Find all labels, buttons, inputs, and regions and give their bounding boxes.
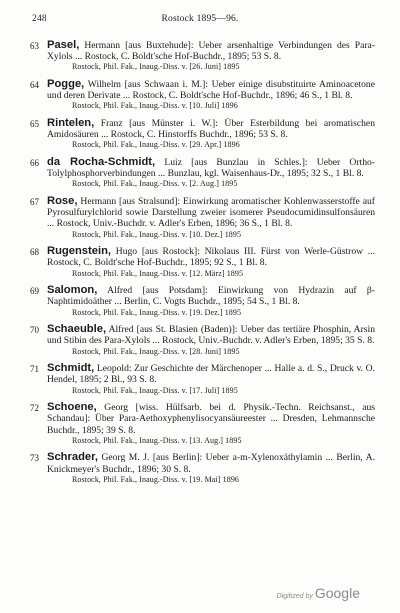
google-logo: Google [314,585,360,601]
entry-meta: Rostock, Phil. Fak., Inaug.-Diss. v. [10. Juli] 1896 [72,101,238,111]
page-header [32,14,368,28]
entry-number: 70 [30,325,39,336]
entry-text: Franz [aus Münster i. W.]: Über Esterbildung bei aromatischen Amidosäuren ... Rostock, C. Hinstorffs Buchdr., 1896; 53 S. 8. [47,118,375,141]
entry-text: Hermann [aus Stralsund]: Einwirkung aromatischer Kohlenwasserstoffe auf Pyrosulfurylchlorid sowie Darstellung zweier isomerer Pseudocumidinsulfonsäuren ... Rostock, Univ.-Buchdr. v. Adler's Erben, 1896; 36 S., 1 Bl. 8. [47,196,375,230]
author-name: Schoene, [47,401,97,414]
entry-meta: Rostock, Phil. Fak., Inaug.-Diss. v. [13. Aug.] 1895 [72,435,242,445]
entry-number: 73 [30,453,39,464]
author-name: Schmidt, [47,362,95,375]
list-item [30,452,375,484]
list-item [30,285,375,317]
list-item [30,402,375,446]
author-name: Salomon, [47,284,98,297]
list-item [30,246,375,278]
entry-text: Hermann [aus Buxtehude]: Ueber arsenhaltige Verbindungen des Para-Xylols ... Rostock, C. Boldt'sche Hof-Buchdr., 1895; 53 S. 8. [47,40,375,63]
entry-meta: Rostock, Phil. Fak., Inaug.-Diss. v. [29. Apr.] 1896 [72,140,240,150]
entry-number: 71 [30,364,39,375]
entry-text: Wilhelm [aus Schwaan i. M.]: Ueber einige disubstituirte Aminoacetone und deren Derivate ... Rostock, C. Boldt'sche Hof-Buchdr., 1896; 46 S., 1 Bl. 8. [47,79,375,102]
list-item [30,363,375,395]
entry-text: Leopold: Zur Geschichte der Märchenoper ... Halle a. d. S., Druck v. O. Hendel, 1895; 2 Bl., 93 S. 8. [47,363,375,386]
entry-text: Alfred [aus Potsdam]: Einwirkung von Hydrazin auf β-Naphtimidoäther ... Berlin, C. Vogts Buchdr., 1895; 54 S., 1 Bl. 8. [47,285,375,308]
author-name: Pasel, [47,39,80,51]
entry-number: 66 [30,158,39,168]
entry-number: 72 [30,403,39,414]
page-number: 248 [32,14,47,24]
author-name: da Rocha-Schmidt, [47,156,156,168]
entry-number: 68 [30,247,39,258]
entry-meta: Rostock, Phil. Fak., Inaug.-Diss. v. [28. Juni] 1895 [72,346,240,356]
digitized-by-google-watermark [277,585,360,601]
entry-number: 64 [30,80,39,90]
author-name: Schaeuble, [47,323,107,336]
entry-text: Georg [wiss. Hülfsarb. bei d. Physik.-Techn. Reichsanst., aus Schandau]: Über Para-Aethoxyphenylisocyansäureester ... Dresden, Lehmannsche Buchdr., 1895; 39 S. 8. [47,402,375,436]
list-item [30,196,375,240]
entry-number: 69 [30,286,39,297]
entry-meta: Rostock, Phil. Fak., Inaug.-Diss. v. [19. Dez.] 1895 [72,307,242,317]
digitized-prefix: Digitized by [276,593,313,600]
list-item [30,324,375,356]
entry-meta: Rostock, Phil. Fak., Inaug.-Diss. v. [26. Juni] 1895 [72,62,240,72]
entry-number: 65 [30,119,39,129]
list-item [30,157,375,189]
entry-meta: Rostock, Phil. Fak., Inaug.-Diss. v. [10. Dez.] 1895 [72,229,242,239]
list-item [30,40,375,72]
entry-number: 67 [30,197,39,207]
entry-text: Luiz [aus Bunzlau in Schles.]: Ueber Ortho-Tolylphosphorverbindungen ... Bunzlau, kgl. Waisenhaus-Dr., 1895; 32 S., 1 Bl. 8. [47,157,376,180]
running-title: Rostock 1895—96. [161,14,239,24]
entry-meta: Rostock, Phil. Fak., Inaug.-Diss. v. [12. März] 1895 [72,268,244,278]
entry-text: Alfred [aus St. Blasien (Baden)]: Ueber das tertiäre Phosphin, Arsin und Stibin des Para-Xylols ... Rostock, Univ.-Buchdr. v. Adler's Erben, 1895; 35 S. 8. [47,324,375,347]
entry-meta: Rostock, Phil. Fak., Inaug.-Diss. v. [17. Juli] 1895 [72,385,238,395]
entry-text: Georg M. J. [aus Berlin]: Ueber a-m-Xylenoxäthylamin ... Berlin, A. Knickmeyer's Buchdr., 1896; 30 S. 8. [47,452,375,475]
author-name: Rintelen, [47,117,95,129]
author-name: Pogge, [47,78,85,90]
entry-number: 63 [30,41,39,51]
list-item [30,118,375,150]
list-item [30,79,375,111]
entry-text: Hugo [aus Rostock]: Nikolaus III. Fürst von Werle-Güstrow ... Rostock, C. Boldt'sche Hof-Buchdr., 1895; 92 S., 1 Bl. 8. [47,246,375,269]
author-name: Rugenstein, [47,245,112,258]
author-name: Rose, [47,195,78,207]
dissertation-list [30,40,375,491]
entry-meta: Rostock, Phil. Fak., Inaug.-Diss. v. [19. Mai] 1896 [72,474,240,484]
author-name: Schrader, [47,451,98,464]
entry-meta: Rostock, Phil. Fak., Inaug.-Diss. v. [2. Aug.] 1895 [72,179,238,189]
